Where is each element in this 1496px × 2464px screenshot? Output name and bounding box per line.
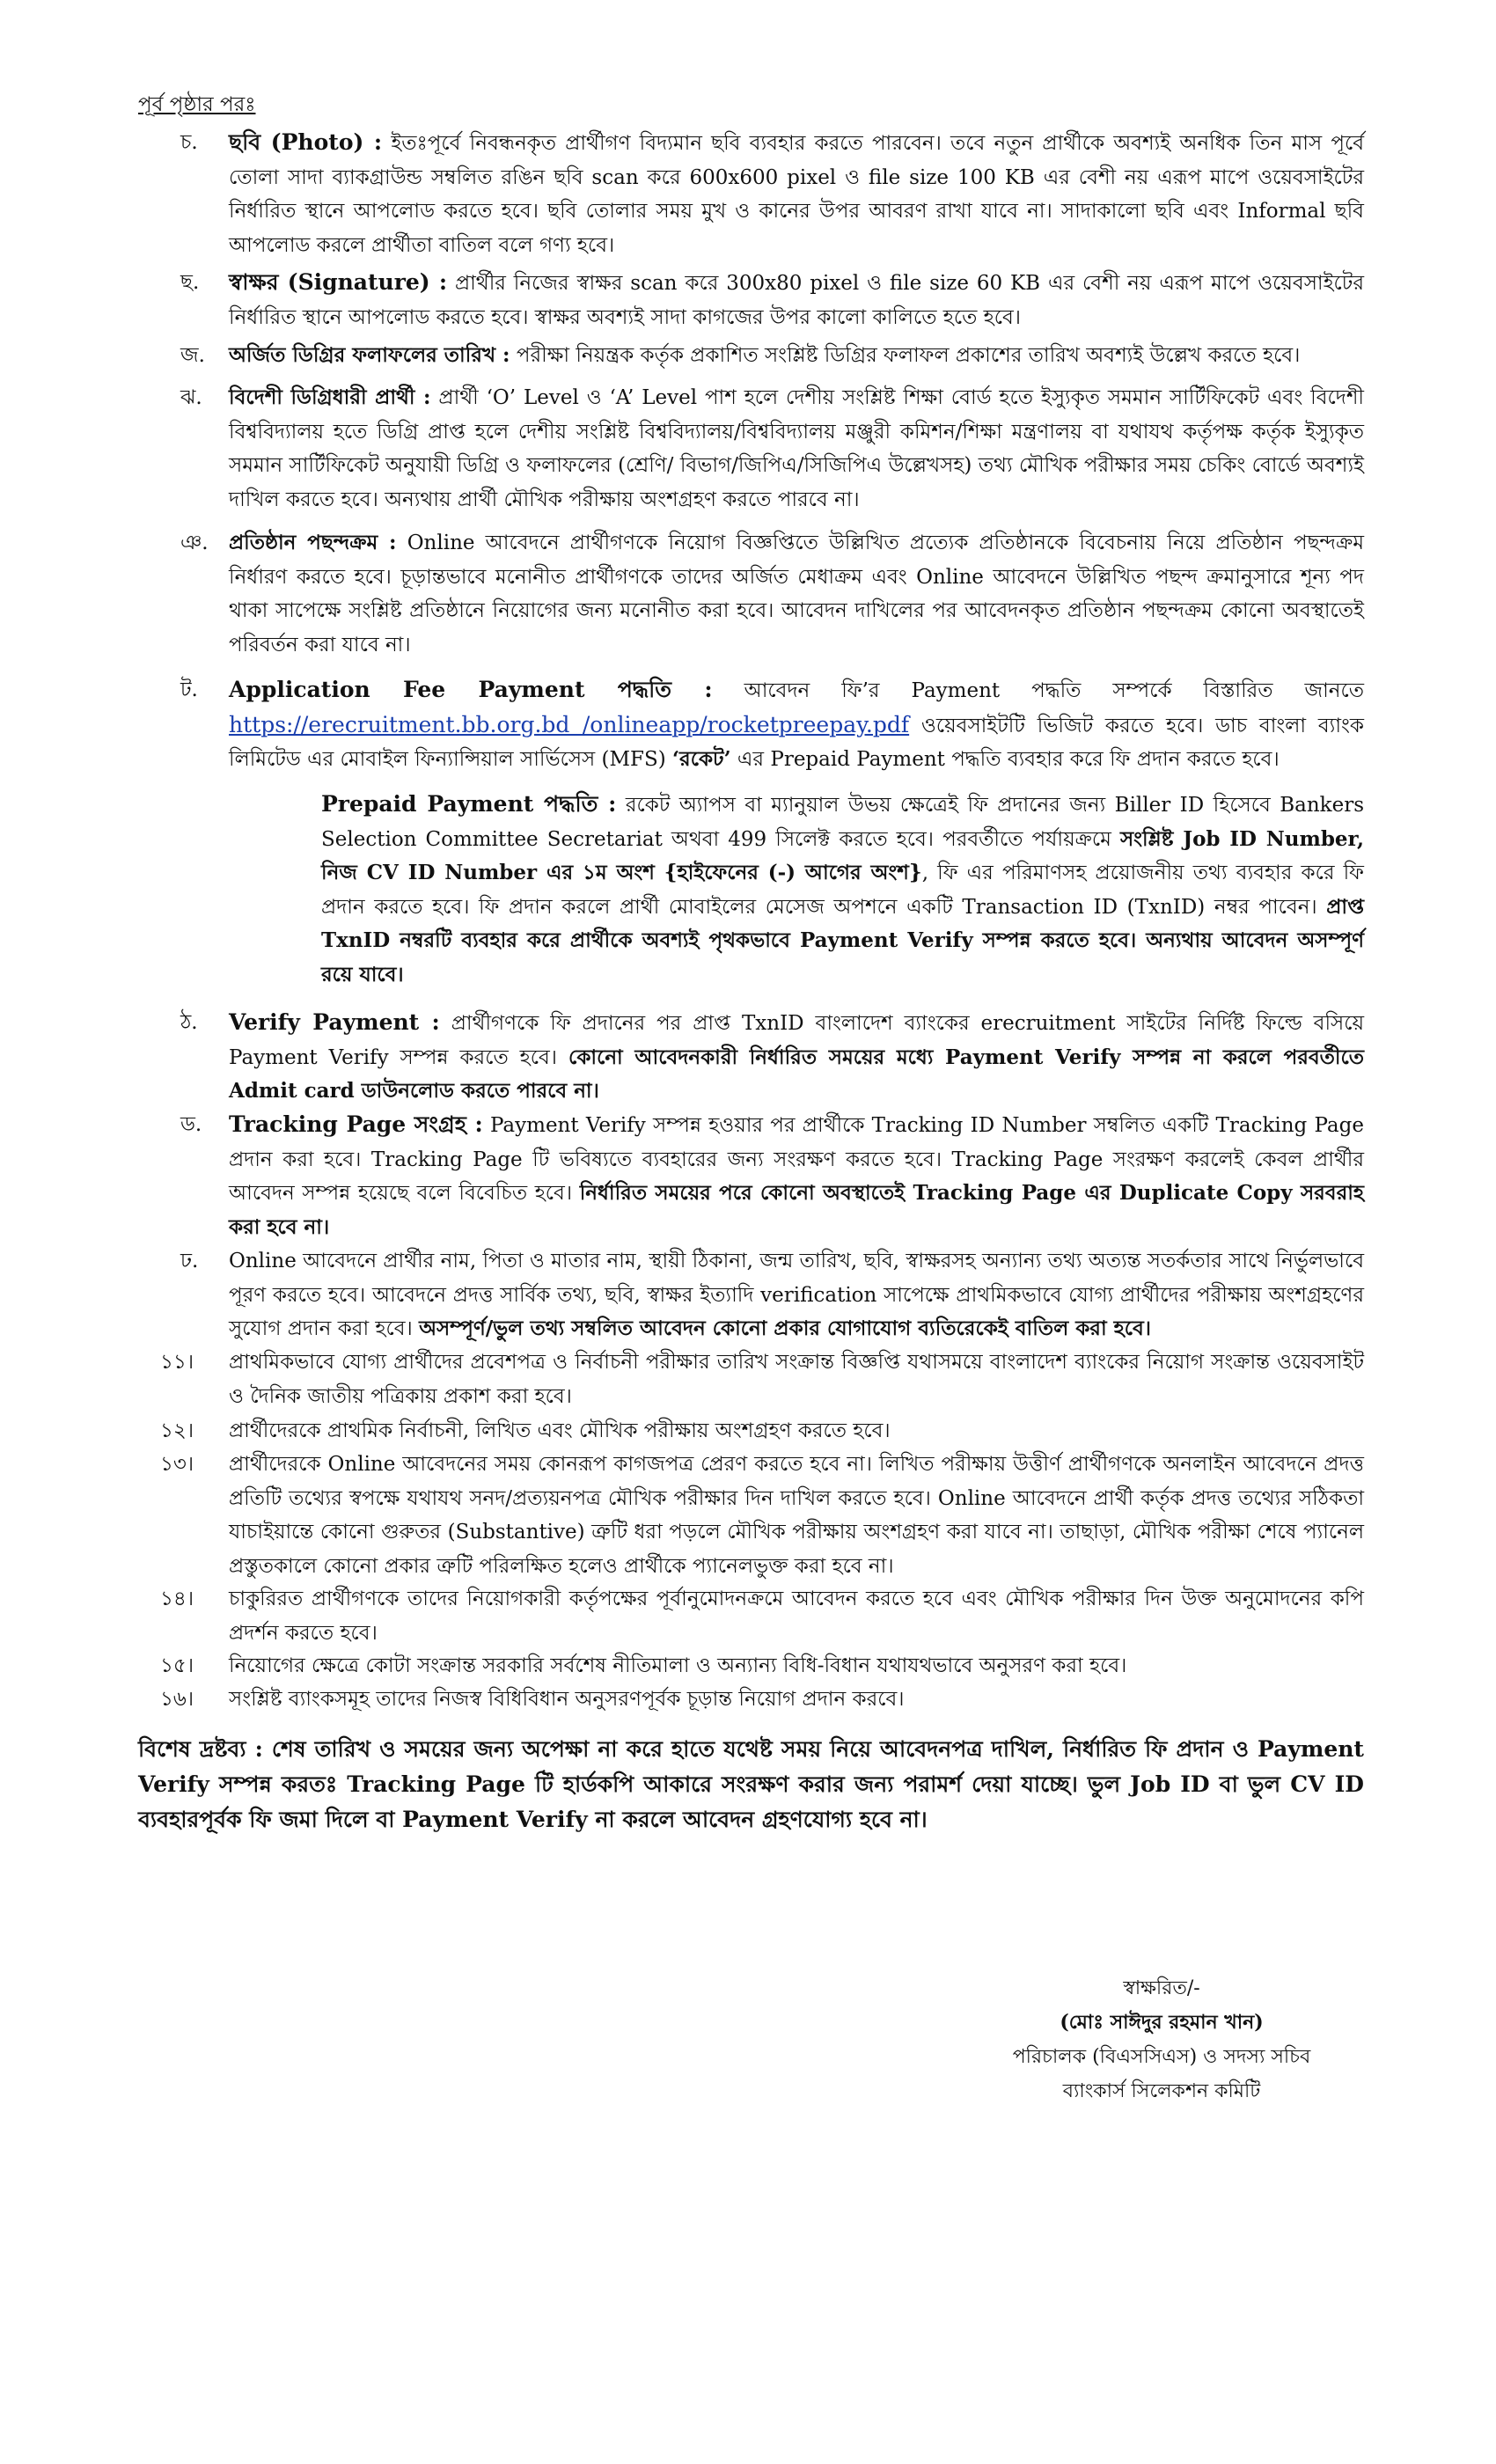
item-title: ছবি (Photo) : [229,129,383,155]
point-number: ১১। [160,1351,194,1374]
item-marker: ঢ. [180,1250,199,1272]
item-text: , ফি এর পরিমাণসহ প্রয়োজনীয় তথ্য ব্যবহার করে ফি প্রদান করতে হবে। ফি প্রদান করলে প্রার্থী মোবাইলের মেসেজ অপশনে একটি Transaction ID (TxnID) নম্বর পাবেন। [321,862,1364,919]
item-text: Payment Verify সম্পন্ন হওয়ার পর প্রার্থীকে Tracking ID Number সম্বলিত একটি Tracking Page প্রদান করা হবে। Tracking Page টি ভবিষ্যতে ব্যবহারের জন্য সংরক্ষণ করতে হবে। Tracking Page সংরক্ষণ করলেই কেবল প্রার্থীর আবেদন সম্পন্ন হয়েছে বলে বিবেচিত হবে। [229,1114,1364,1205]
item-marker: ট. [180,678,198,701]
point-number: ১৩। [160,1453,194,1476]
item-title: প্রতিষ্ঠান পছন্দক্রম : [229,531,397,554]
signatory-name: (মোঃ সাঈদুর রহমান খান) [1060,2011,1264,2034]
payment-guide-link[interactable]: https://erecruitment.bb.org.bd /onlineapp/rocketpreepay.pdf [229,711,910,737]
item-emphasis: নির্ধারিত সময়ের পরে কোনো অবস্থাতেই Tracking Page এর Duplicate Copy সরবরাহ করা হবে না। [229,1181,1365,1239]
item-text: Online আবেদনে প্রার্থীর নাম, পিতা ও মাতার নাম, স্থায়ী ঠিকানা, জন্ম তারিখ, ছবি, স্বাক্ষরসহ অন্যান্য তথ্য অত্যন্ত সতর্কতার সাথে নির্ভুলভাবে পূরণ করতে হবে। আবেদনে প্রদত্ত সার্বিক তথ্য, ছবি, স্বাক্ষর ইত্যাদি verification সাপেক্ষে প্রাথমিকভাবে যোগ্য প্রার্থীদের পরীক্ষায় অংশগ্রহণের সুযোগ প্রদান করা হবে। [229,1250,1364,1340]
signature-block [964,1971,1360,2108]
item-marker: ড. [180,1113,202,1136]
item-text: রকেট অ্যাপস বা ম্যানুয়াল উভয় ক্ষেত্রেই ফি প্রদানের জন্য Biller ID হিসেবে Bankers Selection Committee Secretariat অথবা 499 সিলেক্ট করতে হবে। পরবর্তীতে পর্যায়ক্রমে [321,794,1365,851]
online-application-accuracy [229,1244,1364,1346]
item-emphasis: কোনো আবেদনকারী নির্ধারিত সময়ের মধ্যে Payment Verify সম্পন্ন না করলে পরবর্তীতে Admit card ডাউনলোড করতে পারবে না। [229,1045,1365,1103]
item-marker: ঝ. [180,386,202,409]
item-text: প্রার্থীগণকে ফি প্রদানের পর প্রাপ্ত TxnID বাংলাদেশ ব্যাংকের erecruitment সাইটের নির্দিষ্ট ফিল্ডে বসিয়ে Payment Verify সম্পন্ন করতে হবে। [229,1012,1365,1069]
item-title: Tracking Page সংগ্রহ : [229,1111,483,1137]
item-title: বিদেশী ডিগ্রিধারী প্রার্থী : [229,385,431,409]
prepaid-payment-method [321,788,1364,992]
item-title: Application Fee Payment পদ্ধতি : [229,677,713,702]
item-marker: ছ. [180,271,200,294]
item-marker: চ. [180,131,198,154]
item-emphasis: প্রাপ্ত TxnID নম্বরটি ব্যবহার করে প্রার্থীকে অবশ্যই পৃথকভাবে Payment Verify সম্পন্ন করতে হবে। অন্যথায় আবেদন অসম্পূর্ণ রয়ে যাবে। [321,894,1365,986]
committee-name: ব্যাংকার্স সিলেকশন কমিটি [1062,2080,1261,2102]
numbered-point: প্রার্থীদেরকে প্রাথমিক নির্বাচনী, লিখিত এবং মৌখিক পরীক্ষায় অংশগ্রহণ করতে হবে। [229,1419,891,1442]
numbered-point: সংশ্লিষ্ট ব্যাংকসমূহ তাদের নিজস্ব বিধিবিধান অনুসরণপূর্বক চূড়ান্ত নিয়োগ প্রদান করবে। [229,1688,905,1711]
item-text: Online আবেদনে প্রার্থীগণকে নিয়োগ বিজ্ঞপ্তিতে উল্লিখিত প্রত্যেক প্রতিষ্ঠানকে বিবেচনায় নিয়ে প্রতিষ্ঠান পছন্দক্রম নির্ধারণ করতে হবে। চূড়ান্তভাবে মনোনীত প্রার্থীগণকে তাদের অর্জিত মেধাক্রম এবং Online আবেদনে উল্লিখিত পছন্দ ক্রমানুসারে শূন্য পদ থাকা সাপেক্ষে সংশ্লিষ্ট প্রতিষ্ঠানে নিয়োগের জন্য মনোনীত করা হবে। আবেদন দাখিলের পর আবেদনকৃত প্রতিষ্ঠান পছন্দক্রম কোনো অবস্থাতেই পরিবর্তন করা যাবে না। [229,532,1365,656]
item-emphasis: সংশ্লিষ্ট Job ID Number, নিজ CV ID Number এর ১ম অংশ {হাইফেনের (-) আগের অংশ} [321,826,1365,884]
tracking-page-collection [229,1108,1364,1244]
signed-label: স্বাক্ষরিত/- [1123,1977,1200,1999]
item-text: ওয়েবসাইটটি ভিজিট করতে হবে। ডাচ বাংলা ব্যাংক লিমিটেড এর মোবাইল ফিন্যান্সিয়াল সার্ভিসেস (MFS) [229,714,1364,771]
numbered-point: প্রাথমিকভাবে যোগ্য প্রার্থীদের প্রবেশপত্র ও নির্বাচনী পরীক্ষার তারিখ সংক্রান্ত বিজ্ঞপ্তি যথাসময়ে বাংলাদেশ ব্যাংকের নিয়োগ সংক্রান্ত ওয়েবসাইট ও দৈনিক জাতীয় পত্রিকায় প্রকাশ করা হবে। [229,1351,1364,1408]
item-title: স্বাক্ষর (Signature) : [229,269,448,295]
application-fee-payment [229,673,1364,777]
rocket-label: ‘রকেট’ [672,747,731,771]
continuation-header: পূর্ব পৃষ্ঠার পরঃ [138,93,256,116]
item-title: অর্জিত ডিগ্রির ফলাফলের তারিখ : [229,343,510,367]
foreign-degree-requirement [229,381,1364,517]
item-marker: জ. [180,344,205,367]
photo-requirements [229,126,1364,262]
item-text: এর Prepaid Payment পদ্ধতি ব্যবহার করে ফি প্রদান করতে হবে। [737,748,1280,771]
item-text: প্রার্থীর নিজের স্বাক্ষর scan করে 300x80 pixel ও file size 60 KB এর বেশী নয় এরূপ মাপে ওয়েবসাইটের নির্ধারিত স্থানে আপলোড করতে হবে। স্বাক্ষর অবশ্যই সাদা কাগজের উপর কালো কালিতে হতে হবে। [229,272,1364,329]
item-text: পরীক্ষা নিয়ন্ত্রক কর্তৃক প্রকাশিত সংশ্লিষ্ট ডিগ্রির ফলাফল প্রকাশের তারিখ অবশ্যই উল্লেখ করতে হবে। [516,344,1301,367]
item-marker: ঞ. [180,532,209,554]
point-number: ১৬। [160,1688,194,1711]
point-number: ১৫। [160,1654,194,1677]
item-title: Prepaid Payment পদ্ধতি : [321,791,617,817]
result-date-requirement [229,339,1364,373]
numbered-point: চাকুরিরত প্রার্থীগণকে তাদের নিয়োগকারী কর্তৃপক্ষের পূর্বানুমোদনক্রমে আবেদন করতে হবে এবং মৌখিক পরীক্ষার দিন উক্ত অনুমোদনের কপি প্রদর্শন করতে হবে। [229,1588,1364,1645]
item-text: প্রার্থী ‘O’ Level ও ‘A’ Level পাশ হলে দেশীয় সংশ্লিষ্ট শিক্ষা বোর্ড হতে ইস্যুকৃত সমমান সার্টিফিকেট এবং বিদেশী বিশ্ববিদ্যালয় হতে ডিগ্রি প্রাপ্ত হলে দেশীয় সংশ্লিষ্ট বিশ্ববিদ্যালয়/বিশ্ববিদ্যালয় মঞ্জুরী কমিশন/শিক্ষা মন্ত্রণালয় বা যথাযথ কর্তৃপক্ষ কর্তৃক ইস্যুকৃত সমমান সার্টিফিকেট অনুযায়ী ডিগ্রি ও ফলাফলের (শ্রেণি/ বিভাগ/জিপিএ/সিজিপিএ উল্লেখসহ) তথ্য মৌখিক পরীক্ষার সময় চেকিং বোর্ডে অবশ্যই দাখিল করতে হবে। অন্যথায় প্রার্থী মৌখিক পরীক্ষায় অংশগ্রহণ করতে পারবে না। [229,386,1365,511]
special-note: বিশেষ দ্রষ্টব্য : শেষ তারিখ ও সময়ের জন্য অপেক্ষা না করে হাতে যথেষ্ট সময় নিয়ে আবেদনপত্র দাখিল, নির্ধারিত ফি প্রদান ও Payment Verify সম্পন্ন করতঃ Tracking Page টি হার্ডকপি আকারে সংরক্ষণ করার জন্য পরামর্শ দেয়া যাচ্ছে। ভুল Job ID বা ভুল CV ID ব্যবহারপূর্বক ফি জমা দিলে বা Payment Verify না করলে আবেদন গ্রহণযোগ্য হবে না। [138,1736,1364,1832]
item-marker: ঠ. [180,1011,198,1034]
numbered-point: নিয়োগের ক্ষেত্রে কোটা সংক্রান্ত সরকারি সর্বশেষ নীতিমালা ও অন্যান্য বিধি-বিধান যথাযথভাবে অনুসরণ করা হবে। [229,1654,1127,1677]
point-number: ১২। [160,1419,194,1442]
item-text: ইতঃপূর্বে নিবন্ধনকৃত প্রার্থীগণ বিদ্যমান ছবি ব্যবহার করতে পারবেন। তবে নতুন প্রার্থীকে অবশ্যই অনধিক তিন মাস পূর্বে তোলা সাদা ব্যাকগ্রাউন্ড সম্বলিত রঙিন ছবি scan করে 600x600 pixel ও file size 100 KB এর বেশী নয় এরূপ মাপে ওয়েবসাইটের নির্ধারিত স্থানে আপলোড করতে হবে। ছবি তোলার সময় মুখ ও কানের উপর আবরণ রাখা যাবে না। সাদাকালো ছবি এবং Informal ছবি আপলোড করলে প্রার্থীতা বাতিল বলে গণ্য হবে। [229,132,1364,257]
item-emphasis: অসম্পূর্ণ/ভুল তথ্য সম্বলিত আবেদন কোনো প্রকার যোগাযোগ ব্যতিরেকেই বাতিল করা হবে। [419,1316,1151,1340]
numbered-point: প্রার্থীদেরকে Online আবেদনের সময় কোনরূপ কাগজপত্র প্রেরণ করতে হবে না। লিখিত পরীক্ষায় উত্তীর্ণ প্রার্থীগণকে অনলাইন আবেদনে প্রদত্ত প্রতিটি তথ্যের স্বপক্ষে যথাযথ সনদ/প্রত্যয়নপত্র মৌখিক পরীক্ষার দিন দাখিল করতে হবে। Online আবেদনে প্রার্থী কর্তৃক প্রদত্ত তথ্যের সঠিকতা যাচাইয়ান্তে কোনো গুরুতর (Substantive) ত্রুটি ধরা পড়লে মৌখিক পরীক্ষায় অংশগ্রহণ করা যাবে না। তাছাড়া, মৌখিক পরীক্ষা শেষে প্যানেল প্রস্তুতকালে কোনো প্রকার ত্রুটি পরিলক্ষিত হলেও প্রার্থীকে প্যানেলভুক্ত করা হবে না। [229,1453,1364,1578]
institution-preference [229,526,1364,662]
signature-requirements [229,266,1364,334]
signatory-title: পরিচালক (বিএসসিএস) ও সদস্য সচিব [1012,2046,1311,2068]
point-number: ১৪। [160,1588,194,1610]
item-text: আবেদন ফি’র Payment পদ্ধতি সম্পর্কে বিস্তারিত জানতে [744,679,1364,702]
verify-payment [229,1006,1364,1109]
item-title: Verify Payment : [229,1009,440,1035]
